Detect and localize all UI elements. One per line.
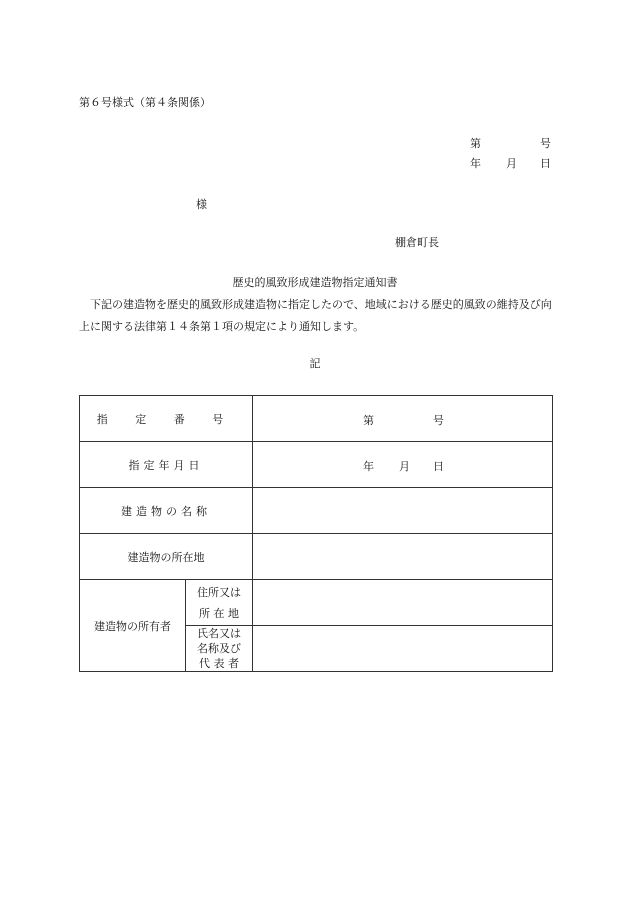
designation-date-year: 年 <box>363 460 374 473</box>
owner-name-label: 氏名又は 名称及び 代 表 者 <box>186 626 253 672</box>
owner-name-value <box>253 626 553 672</box>
building-location-value <box>253 534 553 580</box>
designation-date-label: 指定年月日 <box>80 442 253 488</box>
table-row <box>80 442 553 488</box>
table-row <box>80 534 553 580</box>
designation-number-label: 指 定 番 号 <box>80 396 253 442</box>
designation-date-value <box>253 442 553 488</box>
building-name-value <box>253 488 553 534</box>
owner-address-value <box>253 580 553 626</box>
building-location-label: 建造物の所在地 <box>80 534 253 580</box>
address-label: 住所又は 所 在 地 <box>186 580 253 626</box>
ki-heading: 記 <box>309 357 321 370</box>
date-year: 年 <box>470 157 481 170</box>
designation-date-day: 日 <box>433 460 444 473</box>
document-body: 下記の建造物を歴史的風致形成建造物に指定したので、地域における歴史的風致の維持及び向上に関する法律第１４条第１項の規定により通知します。 <box>79 298 552 333</box>
addressee-suffix: 様 <box>196 198 207 211</box>
issuer-name: 棚倉町長 <box>395 236 439 249</box>
designation-number-suffix: 号 <box>433 414 444 427</box>
designation-number-value <box>253 396 553 442</box>
document-title: 歴史的風致形成建造物指定通知書 <box>232 276 398 289</box>
designation-number-prefix: 第 <box>363 414 374 427</box>
designation-date-month: 月 <box>399 460 410 473</box>
designation-table <box>79 395 553 672</box>
building-name-label: 建造物の名称 <box>80 488 253 534</box>
doc-number-suffix: 号 <box>540 137 551 150</box>
table-row <box>80 488 553 534</box>
date-month: 月 <box>506 157 517 170</box>
form-number: 第６号様式（第４条関係） <box>79 96 211 109</box>
date-day: 日 <box>540 157 551 170</box>
table-row <box>80 580 553 626</box>
owner-label: 建造物の所有者 <box>80 580 186 672</box>
table-row <box>80 396 553 442</box>
doc-number-prefix: 第 <box>470 137 481 150</box>
